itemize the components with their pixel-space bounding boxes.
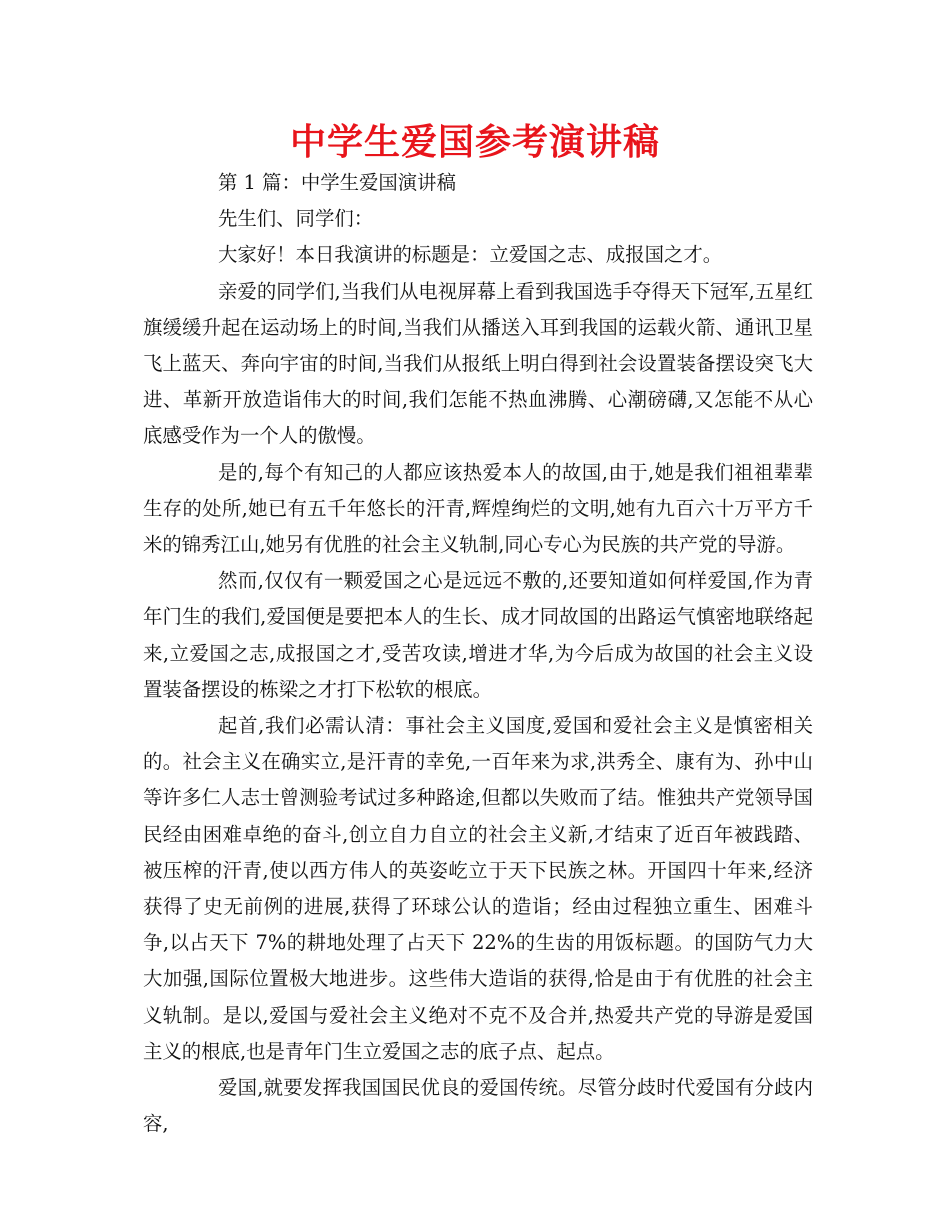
body-paragraph: 起首,我们必需认清：事社会主义国度,爱国和爱社会主义是慎密相关的。社会主义在确实立,是汗青的幸免,一百年来为求,洪秀全、康有为、孙中山等许多仁人志士曾测验考试过多种路途,但都以失败而了结。惟独共产党领导国民经由困难卓绝的奋斗,创立自力自立的社会主义新,才结束了近百年被践踏、被压榨的汗青,使以西方伟人的英姿屹立于天下民族之林。开国四十年来,经济获得了史无前例的进展,获得了环球公认的造诣；经由过程独立重生、困难斗争,以占天下 7%的耕地处理了占天下 22%的生齿的用饭标题。的国防气力大大加强,国际位置极大地进步。这些伟大造诣的获得,恰是由于有优胜的社会主义轨制。是以,爱国与爱社会主义绝对不克不及合并,热爱共产党的导游是爱国主义的根底,也是青年门生立爱国之志的底子点、起点。 bbox=[143, 714, 813, 1063]
salutation: 先生们、同学们： bbox=[218, 207, 374, 231]
document-body bbox=[143, 165, 813, 1142]
body-paragraph: 爱国,就要发挥我国国民优良的爱国传统。尽管分歧时代爱国有分歧内容, bbox=[143, 1076, 813, 1136]
body-paragraph: 大家好！本日我演讲的标题是：立爱国之志、成报国之才。 bbox=[218, 243, 723, 267]
document-title: 中学生爱国参考演讲稿 bbox=[289, 122, 660, 163]
body-paragraph: 然而,仅仅有一颗爱国之心是远远不敷的,还要知道如何样爱国,作为青年门生的我们,爱国便是要把本人的生长、成才同故国的出路运气慎密地联络起来,立爱国之志,成报国之才,受苦攻读,增进才华,为今后成为故国的社会主义设置装备摆设的栋梁之才打下松软的根底。 bbox=[143, 569, 813, 701]
body-paragraph: 亲爱的同学们,当我们从电视屏幕上看到我国选手夺得天下冠军,五星红旗缓缓升起在运动场上的时间,当我们从播送入耳到我国的运载火箭、通讯卫星飞上蓝天、奔向宇宙的时间,当我们从报纸上明白得到社会设置装备摆设突飞大进、革新开放造诣伟大的时间,我们怎能不热血沸腾、心潮磅礴,又怎能不从心底感受作为一个人的傲慢。 bbox=[143, 279, 813, 448]
body-paragraph: 是的,每个有知己的人都应该热爱本人的故国,由于,她是我们祖祖辈辈生存的处所,她已有五千年悠长的汗青,辉煌绚烂的文明,她有九百六十万平方千米的锦秀江山,她另有优胜的社会主义轨制,同心专心为民族的共产党的导游。 bbox=[143, 460, 813, 557]
chapter-heading: 第 1 篇：中学生爱国演讲稿 bbox=[218, 171, 456, 194]
